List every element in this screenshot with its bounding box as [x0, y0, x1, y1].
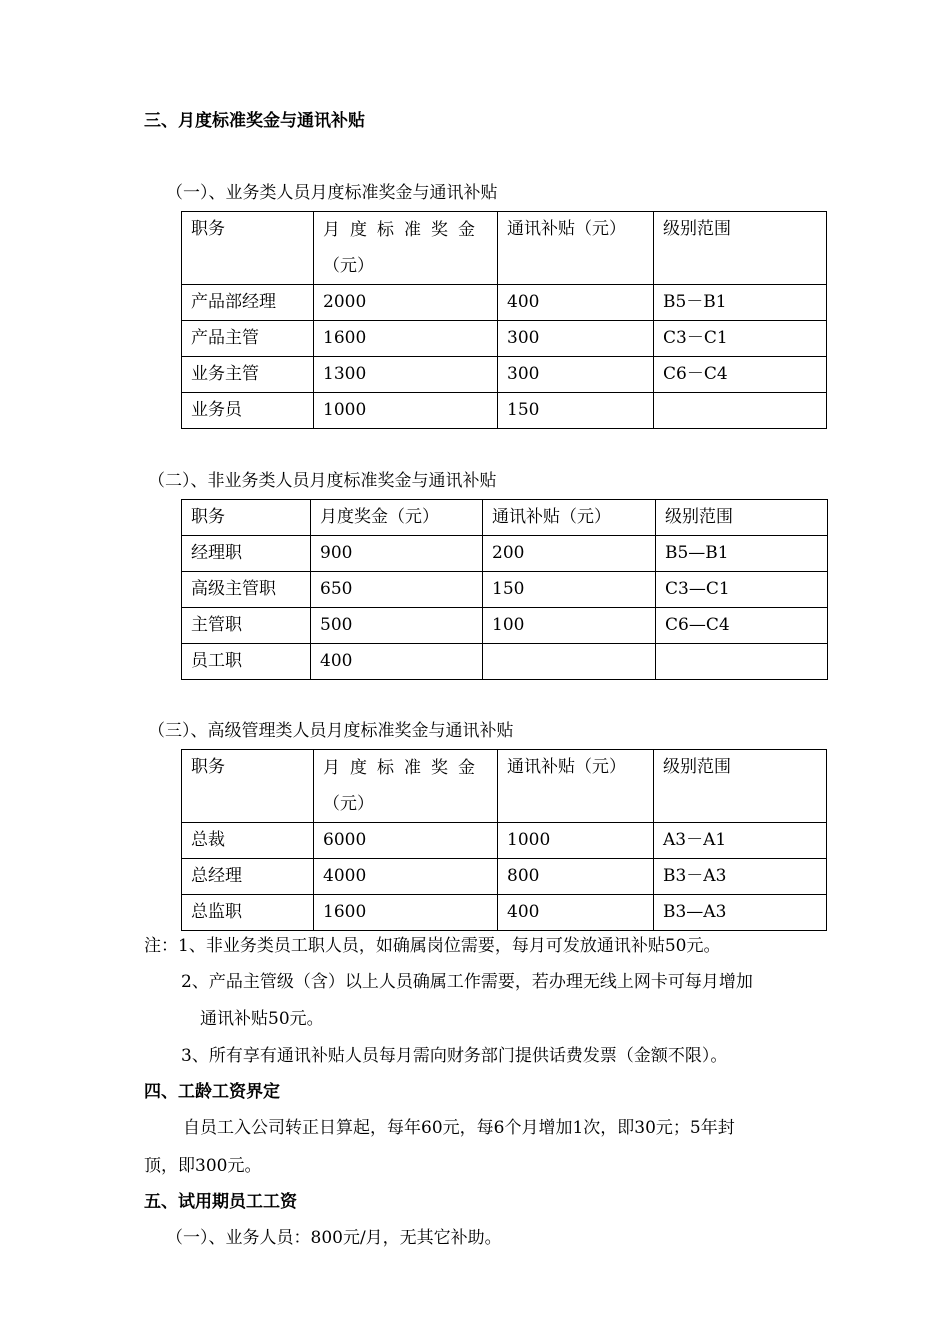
cell: 150 [498, 393, 654, 429]
header-cell: 通讯补贴（元） [498, 750, 654, 823]
table-2 [181, 499, 828, 680]
table-row [182, 895, 827, 931]
header-cell: 月度奖金（元） [311, 500, 483, 536]
header-line-unit: （元） [323, 794, 374, 814]
cell: 400 [311, 644, 483, 680]
header-cell: 通讯补贴（元） [483, 500, 656, 536]
table-3-title: （三）、高级管理类人员月度标准奖金与通讯补贴 [148, 721, 514, 741]
cell: 员工职 [182, 644, 311, 680]
cell: 产品部经理 [182, 285, 314, 321]
cell: 400 [498, 285, 654, 321]
table-row [182, 285, 827, 321]
cell: 业务主管 [182, 357, 314, 393]
header-cell: 级别范围 [654, 750, 827, 823]
cell: 150 [483, 572, 656, 608]
cell: 4000 [314, 859, 498, 895]
cell: 100 [483, 608, 656, 644]
header-cell [314, 750, 498, 823]
table-row [182, 859, 827, 895]
table-3 [181, 749, 827, 931]
table-row [182, 644, 828, 680]
cell: 总裁 [182, 823, 314, 859]
table-2-title: （二）、非业务类人员月度标准奖金与通讯补贴 [148, 471, 497, 491]
header-cell: 职务 [182, 500, 311, 536]
cell: A3－A1 [654, 823, 827, 859]
cell: B3－A3 [654, 859, 827, 895]
header-cell: 职务 [182, 212, 314, 285]
cell: 主管职 [182, 608, 311, 644]
table-1-title: （一）、业务类人员月度标准奖金与通讯补贴 [166, 183, 498, 203]
note-2-line-1: 2、产品主管级（含）以上人员确属工作需要，若办理无线上网卡可每月增加 [181, 972, 753, 992]
header-cell: 职务 [182, 750, 314, 823]
section-3-title: 三、月度标准奖金与通讯补贴 [144, 111, 365, 131]
cell: 总监职 [182, 895, 314, 931]
cell: 400 [498, 895, 654, 931]
cell: 900 [311, 536, 483, 572]
table-row [182, 321, 827, 357]
cell: B5－B1 [654, 285, 827, 321]
cell: 650 [311, 572, 483, 608]
section-5-paragraph: （一）、业务人员：800元/月，无其它补助。 [166, 1228, 502, 1248]
cell: 2000 [314, 285, 498, 321]
table-row [182, 500, 828, 536]
header-line: 月度标准奖金 [323, 220, 485, 240]
cell: 经理职 [182, 536, 311, 572]
note-1: 注：1、非业务类员工职人员，如确属岗位需要，每月可发放通讯补贴50元。 [144, 936, 721, 956]
cell: 200 [483, 536, 656, 572]
table-1 [181, 211, 827, 429]
cell: 业务员 [182, 393, 314, 429]
section-5-title: 五、试用期员工工资 [144, 1192, 297, 1212]
header-line: 月度标准奖金 [323, 758, 485, 778]
header-cell [314, 212, 498, 285]
table-row [182, 357, 827, 393]
cell [654, 393, 827, 429]
cell [656, 644, 828, 680]
cell [483, 644, 656, 680]
cell: B5—B1 [656, 536, 828, 572]
table-row [182, 750, 827, 823]
cell: 产品主管 [182, 321, 314, 357]
cell: 1300 [314, 357, 498, 393]
cell: 300 [498, 357, 654, 393]
cell: C3－C1 [654, 321, 827, 357]
cell: 1000 [498, 823, 654, 859]
cell: C6－C4 [654, 357, 827, 393]
header-line-unit: （元） [323, 256, 374, 276]
note-3: 3、所有享有通讯补贴人员每月需向财务部门提供话费发票（金额不限）。 [181, 1046, 728, 1066]
cell: C3—C1 [656, 572, 828, 608]
header-cell: 通讯补贴（元） [498, 212, 654, 285]
header-cell: 级别范围 [654, 212, 827, 285]
table-row [182, 536, 828, 572]
cell: 6000 [314, 823, 498, 859]
cell: 高级主管职 [182, 572, 311, 608]
cell: 500 [311, 608, 483, 644]
table-row [182, 212, 827, 285]
cell: 总经理 [182, 859, 314, 895]
cell: 300 [498, 321, 654, 357]
section-4-paragraph-line-2: 顶，即300元。 [144, 1156, 262, 1176]
section-4-paragraph-line-1: 自员工入公司转正日算起，每年60元，每6个月增加1次，即30元；5年封 [183, 1118, 735, 1138]
cell: C6—C4 [656, 608, 828, 644]
cell: 1600 [314, 895, 498, 931]
table-row [182, 608, 828, 644]
table-row [182, 393, 827, 429]
cell: 1000 [314, 393, 498, 429]
cell: 800 [498, 859, 654, 895]
section-4-title: 四、工龄工资界定 [144, 1082, 280, 1102]
header-cell: 级别范围 [656, 500, 828, 536]
table-row [182, 572, 828, 608]
table-row [182, 823, 827, 859]
cell: 1600 [314, 321, 498, 357]
note-2-line-2: 通讯补贴50元。 [200, 1009, 324, 1029]
cell: B3—A3 [654, 895, 827, 931]
